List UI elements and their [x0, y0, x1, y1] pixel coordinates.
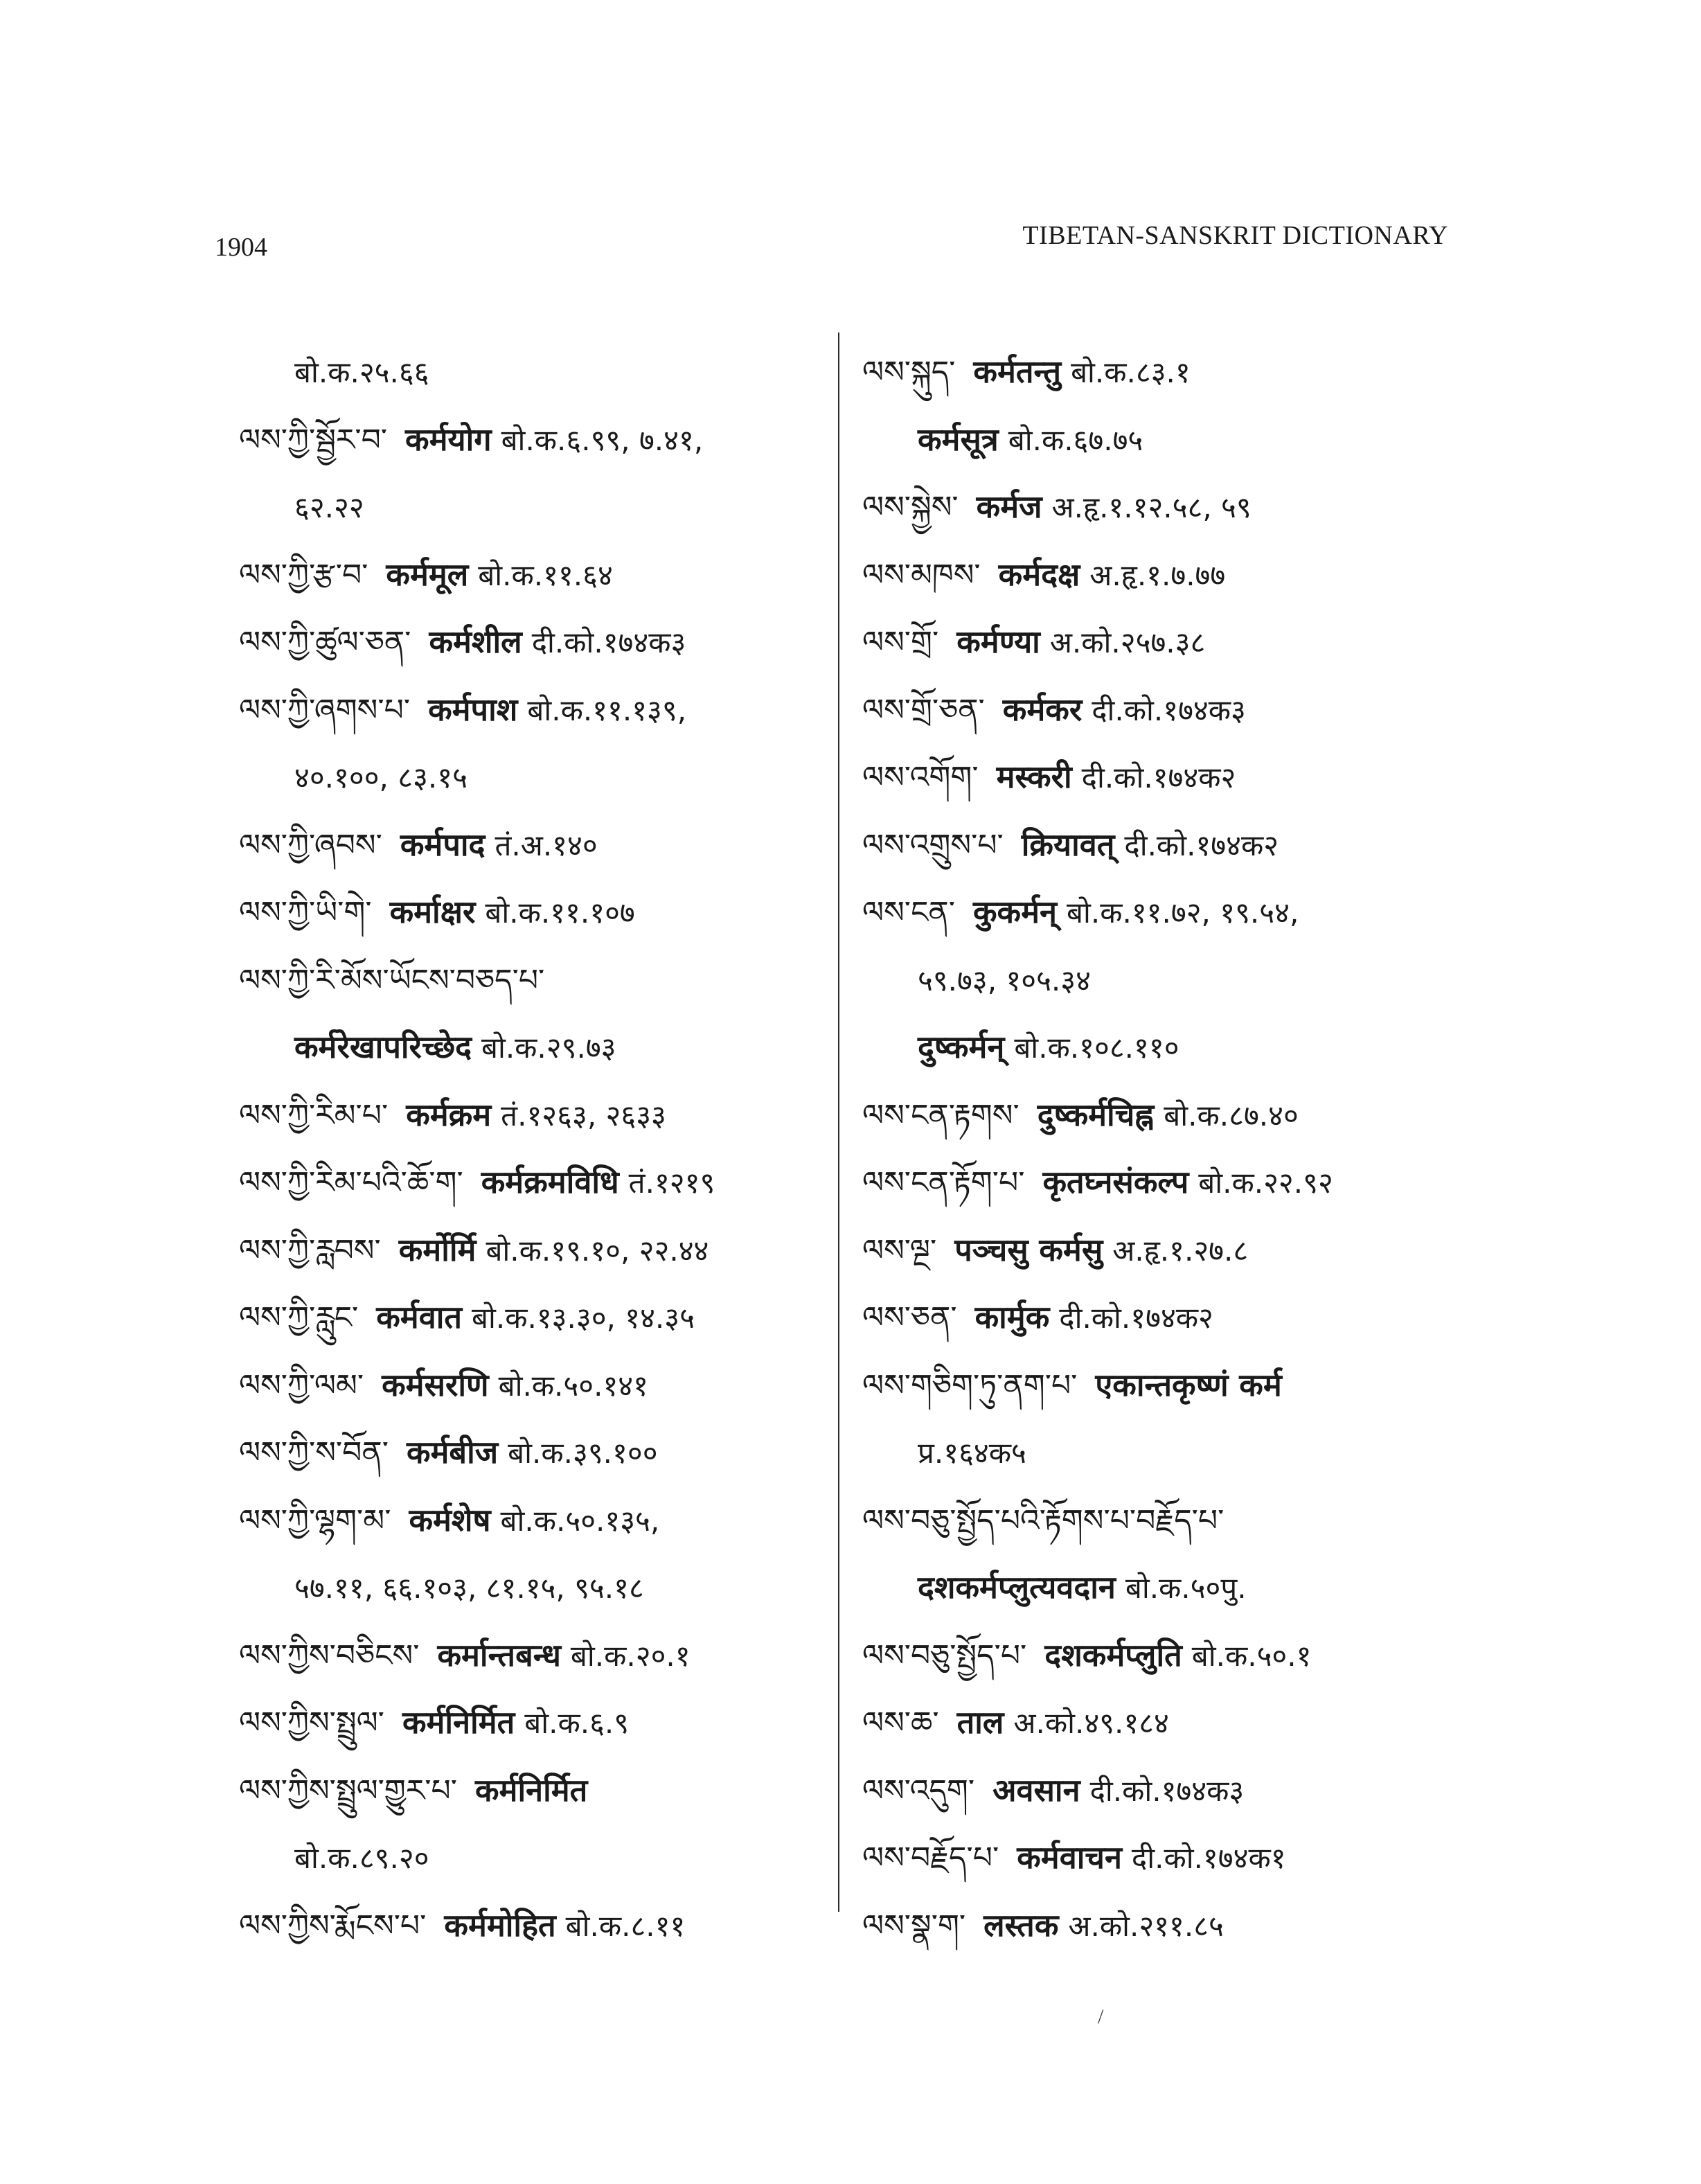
dictionary-entry-line	[862, 946, 1458, 1014]
source-reference: अ.को.२११.८५	[1068, 1908, 1224, 1943]
tibetan-headword: ལས་ཀྱིས་སྤྲུལ་གྱུར་པ་	[239, 1773, 457, 1809]
source-reference: बो.क.११.७२, १९.५४,	[1067, 896, 1299, 930]
tibetan-headword: ལས་གྲོ་	[862, 625, 939, 660]
tibetan-headword: ལས་ཀྱི་ས་བོན་	[239, 1435, 389, 1471]
dictionary-entry-line	[239, 811, 835, 879]
sanskrit-equivalent: ताल	[956, 1704, 1004, 1741]
dictionary-entry-line	[862, 1622, 1458, 1689]
tibetan-headword: ལས་སྣ་ག་	[862, 1908, 966, 1944]
source-reference: अ.हृ.१.२७.८	[1112, 1233, 1249, 1268]
source-reference: बो.क.५०.१४१	[498, 1368, 648, 1403]
running-title: TIBETAN-SANSKRIT DICTIONARY	[1022, 221, 1448, 250]
tibetan-headword: ལས་ཀྱིས་བཅིངས་	[239, 1637, 420, 1673]
source-reference: बो.क.११.६४	[478, 558, 613, 592]
sanskrit-equivalent: कर्मशेष	[409, 1501, 491, 1538]
tibetan-headword: ལས་མཁས་	[862, 557, 981, 593]
source-reference: तं.अ.१४०	[495, 828, 598, 862]
dictionary-entry-line	[239, 473, 835, 541]
dictionary-entry-line	[239, 1486, 835, 1554]
dictionary-entry-line	[239, 1419, 835, 1486]
source-reference: बो.क.६७.७५	[1008, 423, 1143, 457]
tibetan-headword: ལས་ངན་	[862, 895, 955, 930]
source-reference: दी.को.१७४क२	[1081, 761, 1236, 794]
sanskrit-equivalent: एकान्तकृष्णं कर्म	[1095, 1366, 1282, 1403]
source-reference: बो.क.५०.१	[1191, 1638, 1312, 1673]
source-reference: बो.क.५०.१३५,	[500, 1503, 660, 1538]
source-reference: दी.को.१७४क१	[1131, 1841, 1286, 1875]
tibetan-headword: ལས་གཅིག་ཏུ་ནག་པ་	[862, 1367, 1078, 1403]
source-reference: अ.हृ.१.१२.५८, ५९	[1051, 490, 1252, 524]
source-reference: बो.क.६.९९, ७.४१,	[501, 423, 704, 457]
dictionary-entry-line	[862, 1892, 1458, 1960]
dictionary-entry-line	[239, 608, 835, 676]
sanskrit-equivalent: कर्मण्या	[956, 623, 1040, 660]
sanskrit-equivalent: कर्मज	[976, 488, 1042, 525]
source-reference: बो.क.८३.१	[1071, 355, 1191, 389]
dictionary-entry-line	[862, 1757, 1458, 1825]
source-reference: बो.क.१९.१०, २२.४४	[486, 1233, 709, 1268]
tibetan-headword: ལས་ཀྱི་ཞགས་པ་	[239, 692, 411, 728]
source-reference: तं.१२१९	[628, 1166, 715, 1200]
source-reference: ५९.७३, १०५.३४	[918, 963, 1091, 997]
stray-mark: /	[1098, 2005, 1104, 2028]
dictionary-entry-line	[862, 1284, 1458, 1351]
sanskrit-equivalent: दशकर्मप्लुत्यवदान	[918, 1569, 1116, 1606]
dictionary-entry-line	[862, 473, 1458, 541]
dictionary-entry-line	[862, 1554, 1458, 1622]
sanskrit-equivalent: कार्मुक	[974, 1299, 1050, 1335]
sanskrit-equivalent: कुकर्मन्	[972, 894, 1057, 930]
dictionary-entry-line	[239, 1892, 835, 1960]
tibetan-headword: ལས་ཀྱིས་སྤྲུལ་	[239, 1705, 384, 1741]
tibetan-headword: ལས་ཀྱི་སྦྱོར་བ་	[239, 422, 388, 458]
dictionary-entry-line	[239, 946, 835, 1014]
dictionary-entry-line	[239, 1148, 835, 1216]
dictionary-entry-line	[862, 338, 1458, 406]
source-reference: दी.को.१७४क३	[1089, 1773, 1245, 1808]
tibetan-headword: ལས་ངན་རྟོག་པ་	[862, 1165, 1025, 1200]
tibetan-headword: ལས་ཀྱི་རླུང་	[239, 1300, 359, 1335]
sanskrit-equivalent: कृतघ्नसंकल्प	[1042, 1164, 1189, 1200]
tibetan-headword: ལས་འདུག་	[862, 1773, 975, 1809]
source-reference: बो.क.११.१०७	[485, 896, 635, 930]
source-reference: दी.को.१७४क३	[531, 625, 686, 659]
dictionary-entry-line	[239, 406, 835, 474]
dictionary-entry-line	[239, 1622, 835, 1689]
sanskrit-equivalent: कर्मक्रमविधि	[481, 1164, 619, 1200]
dictionary-entry-line	[239, 1081, 835, 1149]
sanskrit-equivalent: पञ्चसु कर्मसु	[954, 1231, 1103, 1268]
tibetan-headword: ལས་ཀྱི་རིམ་པའི་ཆོ་ག་	[239, 1165, 463, 1200]
source-reference: बो.क.२०.१	[570, 1638, 691, 1673]
tibetan-headword: ལས་ཀྱིས་རྨོངས་པ་	[239, 1908, 427, 1944]
source-reference: दी.को.१७४क२	[1124, 828, 1279, 862]
tibetan-headword: ལས་ཀྱི་རླབས་	[239, 1232, 381, 1268]
sanskrit-equivalent: कर्मपाश	[428, 691, 518, 728]
tibetan-headword: ལས་ངན་རྟགས་	[862, 1097, 1019, 1133]
source-reference: बो.क.८.११	[565, 1908, 686, 1943]
sanskrit-equivalent: अवसान	[992, 1771, 1080, 1809]
page-number: 1904	[215, 233, 267, 262]
sanskrit-equivalent: कर्माक्षर	[389, 894, 476, 930]
dictionary-entry-line	[862, 1081, 1458, 1149]
sanskrit-equivalent: दुष्कर्मन्	[918, 1029, 1005, 1065]
dictionary-entry-line	[239, 541, 835, 609]
source-reference: तं.१२६३, २६३३	[501, 1098, 666, 1133]
tibetan-headword: ལས་ཅན་	[862, 1300, 957, 1335]
sanskrit-equivalent: कर्मरेखापरिच्छेद	[294, 1029, 472, 1065]
dictionary-entry-line	[862, 541, 1458, 609]
source-reference: प्र.१६४क५	[918, 1436, 1026, 1470]
tibetan-headword: ལས་ཀྱི་ཚུལ་ཅན་	[239, 625, 411, 660]
column-divider	[838, 332, 839, 1912]
sanskrit-equivalent: कर्मनिर्मित	[402, 1704, 515, 1741]
dictionary-entry-line	[239, 1216, 835, 1284]
tibetan-headword: ལས་ཆ་	[862, 1705, 939, 1741]
dictionary-entry-line	[862, 1689, 1458, 1757]
tibetan-headword: ལས་ལྔ་	[862, 1232, 937, 1268]
tibetan-headword: ལས་སྐྱེས་	[862, 490, 959, 525]
source-reference: अ.को.२५७.३८	[1049, 625, 1206, 659]
tibetan-headword: ལས་འགྲུས་པ་	[862, 827, 1004, 863]
dictionary-entry-line	[239, 338, 835, 406]
sanskrit-equivalent: कर्ममोहित	[444, 1906, 556, 1944]
sanskrit-equivalent: दुष्कर्मचिह्न	[1037, 1096, 1155, 1133]
dictionary-entry-line	[862, 878, 1458, 946]
source-reference: ४०.१००, ८३.१५	[294, 761, 467, 794]
dictionary-entry-line	[862, 1824, 1458, 1892]
source-reference: बो.क.३९.१००	[508, 1436, 658, 1470]
dictionary-entry-line	[239, 878, 835, 946]
source-reference: बो.क.५०पु.	[1125, 1571, 1247, 1605]
tibetan-headword: ལས་འགོག་	[862, 760, 979, 795]
right-column	[862, 338, 1458, 1959]
dictionary-entry-line	[862, 1419, 1458, 1486]
dictionary-entry-line	[239, 743, 835, 811]
sanskrit-equivalent: कर्मनिर्मित	[475, 1771, 588, 1809]
sanskrit-equivalent: कर्मसूत्र	[918, 420, 999, 458]
tibetan-headword: ལས་བརྗོད་པ་	[862, 1840, 999, 1876]
tibetan-headword: ལས་ཀྱི་ཡི་གེ་	[239, 895, 372, 930]
dictionary-entry-line	[239, 1757, 835, 1825]
tibetan-headword: ལས་ཀྱི་རྩ་བ་	[239, 557, 368, 593]
dictionary-entry-line	[239, 1013, 835, 1081]
source-reference: बो.क.६.९	[524, 1706, 630, 1740]
source-reference: बो.क.२९.७३	[481, 1031, 616, 1065]
tibetan-headword: ལས་ཀྱི་རིམ་པ་	[239, 1097, 389, 1133]
dictionary-entry-line	[862, 1486, 1458, 1554]
source-reference: अ.हृ.१.७.७७	[1089, 558, 1226, 592]
dictionary-entry-line	[862, 811, 1458, 879]
sanskrit-equivalent: कर्मदक्ष	[998, 556, 1080, 593]
left-column	[239, 338, 835, 1959]
source-reference: बो.क.८९.२०	[294, 1841, 429, 1875]
source-reference: ६२.२२	[294, 490, 364, 524]
sanskrit-equivalent: कर्मपाद	[400, 826, 486, 863]
sanskrit-equivalent: क्रियावत्	[1021, 826, 1115, 863]
source-reference: दी.को.१७४क३	[1092, 693, 1246, 727]
dictionary-entry-line	[239, 1554, 835, 1622]
source-reference: अ.को.४९.१८४	[1013, 1706, 1169, 1740]
dictionary-entry-line	[862, 1148, 1458, 1216]
sanskrit-equivalent: कर्ममूल	[386, 556, 469, 593]
tibetan-headword: ལས་བཅུ་སྤྱོད་པའི་རྟོགས་པ་བརྗོད་པ་	[862, 1502, 1224, 1538]
tibetan-headword: ལས་སྐུད་	[862, 355, 956, 390]
sanskrit-equivalent: कर्मवाचन	[1017, 1839, 1122, 1876]
sanskrit-equivalent: कर्मोर्मि	[398, 1231, 477, 1268]
sanskrit-equivalent: कर्मकर	[1002, 691, 1083, 728]
source-reference: बो.क.२५.६६	[294, 355, 429, 389]
source-reference: बो.क.१३.३०, १४.३५	[472, 1301, 695, 1335]
source-reference: बो.क.८७.४०	[1164, 1098, 1299, 1133]
dictionary-entry-line	[239, 1351, 835, 1419]
dictionary-entry-line	[862, 1351, 1458, 1419]
dictionary-entry-line	[239, 676, 835, 744]
dictionary-entry-line	[239, 1689, 835, 1757]
tibetan-headword: ལས་གྲོ་ཅན་	[862, 692, 985, 728]
sanskrit-equivalent: दशकर्मप्लुति	[1044, 1636, 1182, 1673]
sanskrit-equivalent: कर्मतन्तु	[973, 353, 1062, 390]
sanskrit-equivalent: मस्करी	[996, 758, 1072, 795]
tibetan-headword: ལས་ཀྱི་ལམ་	[239, 1367, 364, 1403]
dictionary-entry-line	[862, 608, 1458, 676]
dictionary-entry-line	[239, 1284, 835, 1351]
sanskrit-equivalent: कर्मसरणि	[382, 1366, 489, 1403]
source-reference: ५७.११, ६६.१०३, ८१.१५, ९५.१८	[294, 1571, 644, 1605]
sanskrit-equivalent: कर्मवात	[376, 1299, 463, 1335]
sanskrit-equivalent: कर्मबीज	[406, 1434, 499, 1471]
sanskrit-equivalent: लस्तक	[983, 1906, 1059, 1944]
sanskrit-equivalent: कर्मान्तबन्ध	[437, 1636, 561, 1673]
tibetan-headword: ལས་ཀྱི་ལྷག་མ་	[239, 1502, 391, 1538]
sanskrit-equivalent: कर्मशील	[429, 623, 522, 660]
dictionary-entry-line	[862, 406, 1458, 474]
source-reference: बो.क.१०८.११०	[1014, 1031, 1179, 1065]
tibetan-headword: ལས་ཀྱི་རི་མོས་ཡོངས་བཅད་པ་	[239, 962, 545, 998]
source-reference: बो.क.२२.९२	[1198, 1166, 1333, 1200]
sanskrit-equivalent: कर्मयोग	[405, 420, 492, 458]
dictionary-entry-line	[862, 676, 1458, 744]
tibetan-headword: ལས་ཀྱི་ཞབས་	[239, 827, 382, 863]
sanskrit-equivalent: कर्मक्रम	[406, 1096, 492, 1133]
dictionary-entry-line	[862, 1216, 1458, 1284]
source-reference: बो.क.११.१३९,	[527, 693, 687, 727]
dictionary-entry-line	[862, 1013, 1458, 1081]
dictionary-entry-line	[239, 1824, 835, 1892]
tibetan-headword: ལས་བཅུ་སྤྱོད་པ་	[862, 1637, 1027, 1673]
source-reference: दी.को.१७४क२	[1059, 1301, 1213, 1335]
dictionary-entry-line	[862, 743, 1458, 811]
